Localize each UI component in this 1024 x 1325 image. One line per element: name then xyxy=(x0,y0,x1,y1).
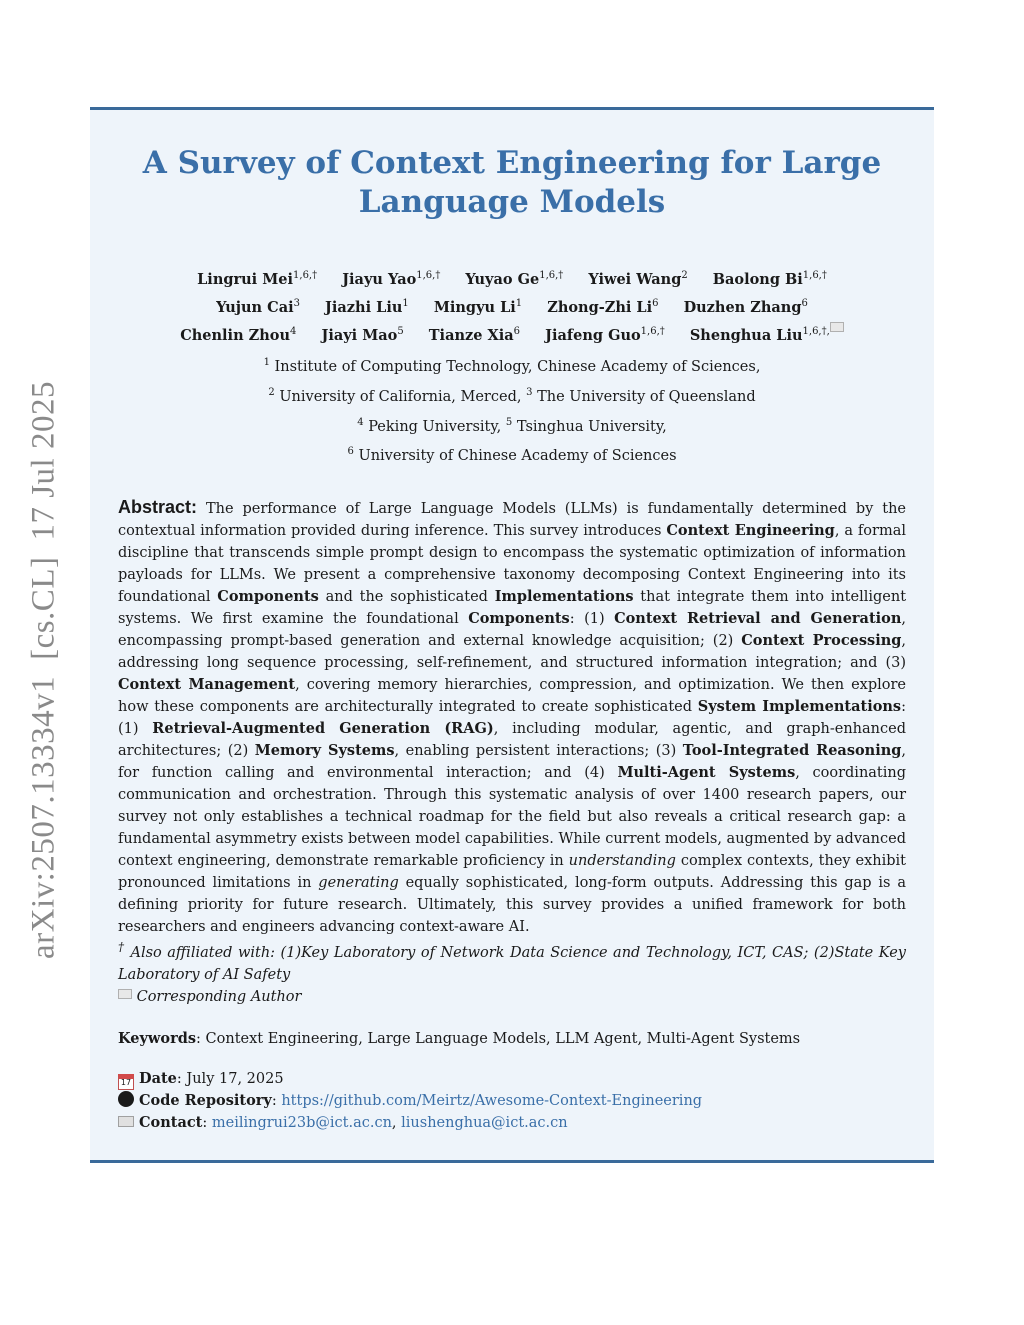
author-name: Lingrui Mei xyxy=(197,270,294,288)
abstract-term: Memory Systems xyxy=(254,742,395,759)
author-name: Shenghua Liu xyxy=(689,326,803,344)
author-name: Mingyu Li xyxy=(433,298,516,316)
author-name: Jiayi Mao xyxy=(321,326,398,344)
arxiv-id: arXiv:2507.13334v1 xyxy=(25,675,62,959)
date-row: 17 Date: July 17, 2025 xyxy=(118,1068,906,1090)
author-row xyxy=(90,262,934,290)
author-affil-sup: 1,6,† xyxy=(416,270,441,281)
abstract-term: Tool-Integrated Reasoning xyxy=(682,742,902,759)
abstract-term: Context Engineering xyxy=(666,522,835,539)
author xyxy=(465,271,563,288)
affiliation-line: $^6$ University of Chinese Academy of Sciences xyxy=(347,446,677,465)
author-name: Tianze Xia xyxy=(428,326,514,344)
author-name: Jiayu Yao xyxy=(342,270,417,288)
abstract-text: The performance of Large Language Models (LLMs) is fundamentally determined by the contextual information provided during inference. This survey introduces xyxy=(118,501,906,539)
author-affil-sup: 2 xyxy=(681,270,688,281)
abstract-text: , covering memory hierarchies, compression, and optimization. We then explore how these components are architecturally integrated to create sophisticated xyxy=(118,677,906,715)
contact-row: Contact: meilingrui23b@ict.ac.cn, liushenghua@ict.ac.cn xyxy=(118,1112,906,1134)
abstract-term: Context Retrieval and Generation xyxy=(614,610,902,627)
author xyxy=(216,299,300,316)
abstract-text: , addressing long sequence processing, self-refinement, and structured information integration; and (3) xyxy=(118,633,906,671)
author xyxy=(690,327,844,344)
author-name: Baolong Bi xyxy=(712,270,803,288)
author-name: Jiazhi Liu xyxy=(325,298,403,316)
abstract-text: , encompassing prompt-based generation and external knowledge acquisition; (2) xyxy=(118,611,906,649)
envelope-icon xyxy=(118,1116,134,1127)
author-affil-sup: 5 xyxy=(397,326,404,337)
affiliation-line: $^1$ Institute of Computing Technology, Chinese Academy of Sciences, xyxy=(263,357,761,375)
keywords-text: : Context Engineering, Large Language Models, LLM Agent, Multi-Agent Systems xyxy=(196,1031,801,1047)
author-affil-sup: 1 xyxy=(402,298,409,309)
author-list xyxy=(90,262,934,346)
abstract-text: : (1) xyxy=(569,611,615,627)
author xyxy=(547,299,658,316)
affiliation-line: $^2$ University of California, Merced, $^3$ The University of Queensland xyxy=(268,386,756,405)
title-panel xyxy=(90,107,934,1163)
author-name: Zhong-Zhi Li xyxy=(547,298,653,316)
abstract-emphasis: generating xyxy=(318,875,399,891)
paper-title: A Survey of Context Engineering for Large Language Models xyxy=(142,145,882,220)
abstract-term: Components xyxy=(468,610,570,627)
abstract-term: Context Management xyxy=(118,676,296,693)
envelope-icon xyxy=(118,989,132,999)
arxiv-date: 17 Jul 2025 xyxy=(25,381,62,541)
author-affil-sup: 1,6,† xyxy=(539,270,564,281)
abstract-text: , for function calling and environmental interaction; and (4) xyxy=(118,743,906,781)
keywords xyxy=(118,1028,906,1050)
author-row xyxy=(90,290,934,318)
abstract-term: Multi-Agent Systems xyxy=(617,764,796,781)
author-name: Chenlin Zhou xyxy=(180,326,291,344)
author xyxy=(588,271,687,288)
author-name: Jiafeng Guo xyxy=(545,326,641,344)
author-affil-sup: 6 xyxy=(801,298,808,309)
author xyxy=(434,299,522,316)
abstract xyxy=(118,496,906,938)
abstract-text: , coordinating communication and orchestration. Through this systematic analysis of over 1400 research papers, our survey not only establishes a technical roadmap for the field but also reveals a critical research gap: a fundamental asymmetry exists between model capabilities. While current models, augmented by advanced context engineering, demonstrate remarkable proficiency in xyxy=(118,765,907,869)
abstract-text: complex contexts, they exhibit pronounced limitations in xyxy=(118,853,906,891)
author xyxy=(180,327,296,344)
author-affil-sup: 4 xyxy=(290,326,297,337)
abstract-emphasis: understanding xyxy=(568,853,676,869)
author xyxy=(321,327,403,344)
author-name: Yujun Cai xyxy=(216,298,294,316)
abstract-term: Components xyxy=(217,588,319,605)
author-name: Yiwei Wang xyxy=(588,270,682,288)
author xyxy=(342,271,440,288)
email-link[interactable]: liushenghua@ict.ac.cn xyxy=(401,1115,568,1131)
author-affil-sup: 1,6,† xyxy=(802,270,827,281)
abstract-term: Retrieval-Augmented Generation (RAG) xyxy=(152,720,494,737)
repo-row: Code Repository: https://github.com/Meirtz/Awesome-Context-Engineering xyxy=(118,1090,906,1112)
abstract-term: Context Processing xyxy=(741,632,902,649)
arxiv-identifier xyxy=(26,365,63,959)
affiliation-line: $^4$ Peking University, $^5$ Tsinghua University, xyxy=(357,416,667,435)
author-affil-sup: 1,6,† xyxy=(640,326,665,337)
author xyxy=(713,271,827,288)
author xyxy=(429,327,520,344)
author-affil-sup: 1,6,†, xyxy=(803,326,844,337)
abstract-text: equally sophisticated, long-form outputs. Addressing this gap is a defining priority for future research. Ultimately, this survey provides a unified framework for both researchers and engineers advancing context-aware AI. xyxy=(118,875,906,935)
author-affil-sup: 1 xyxy=(515,298,523,309)
author-affil-sup: 6 xyxy=(652,298,659,309)
abstract-text: and the sophisticated xyxy=(318,589,495,605)
author xyxy=(684,299,808,316)
author xyxy=(545,327,665,344)
affiliation-list xyxy=(90,350,934,469)
abstract-text: , enabling persistent interactions; (3) xyxy=(394,743,683,759)
author xyxy=(325,299,409,316)
affiliation-footnote: † Also affiliated with: (1)Key Laboratory of Network Data Science and Technology, ICT, CAS; (2)State Key Laboratory of AI Safety xyxy=(118,940,906,983)
github-icon xyxy=(118,1091,134,1107)
calendar-icon: 17 xyxy=(118,1074,134,1090)
keywords-label: Keywords xyxy=(118,1030,197,1047)
abstract-text: : (1) xyxy=(118,699,906,737)
arxiv-category: [cs.CL] xyxy=(25,556,62,660)
repo-link[interactable]: https://github.com/Meirtz/Awesome-Context-Engineering xyxy=(281,1093,703,1109)
author-name: Yuyao Ge xyxy=(465,270,540,288)
abstract-text: , including modular, agentic, and graph-enhanced architectures; (2) xyxy=(118,721,906,759)
abstract-term: System Implementations xyxy=(697,698,902,715)
abstract-term: Implementations xyxy=(494,588,634,605)
author-affil-sup: 3 xyxy=(293,298,300,309)
author-affil-sup: 6 xyxy=(513,326,521,337)
author-affil-sup: 1,6,† xyxy=(293,270,318,281)
envelope-icon xyxy=(830,322,844,332)
abstract-text: , a formal discipline that transcends simple prompt design to encompass the systematic optimization of information payloads for LLMs. We present a comprehensive taxonomy decomposing Context Engineering into its foundational xyxy=(118,523,906,605)
corresponding-footnote: Corresponding Author xyxy=(118,986,906,1008)
paper-meta xyxy=(118,1068,906,1134)
author xyxy=(197,271,317,288)
email-link[interactable]: meilingrui23b@ict.ac.cn xyxy=(211,1115,392,1131)
author-row xyxy=(90,318,934,346)
abstract-heading: Abstract: xyxy=(118,497,198,517)
author-name: Duzhen Zhang xyxy=(683,298,802,316)
abstract-text: that integrate them into intelligent systems. We first examine the foundational xyxy=(118,589,907,627)
